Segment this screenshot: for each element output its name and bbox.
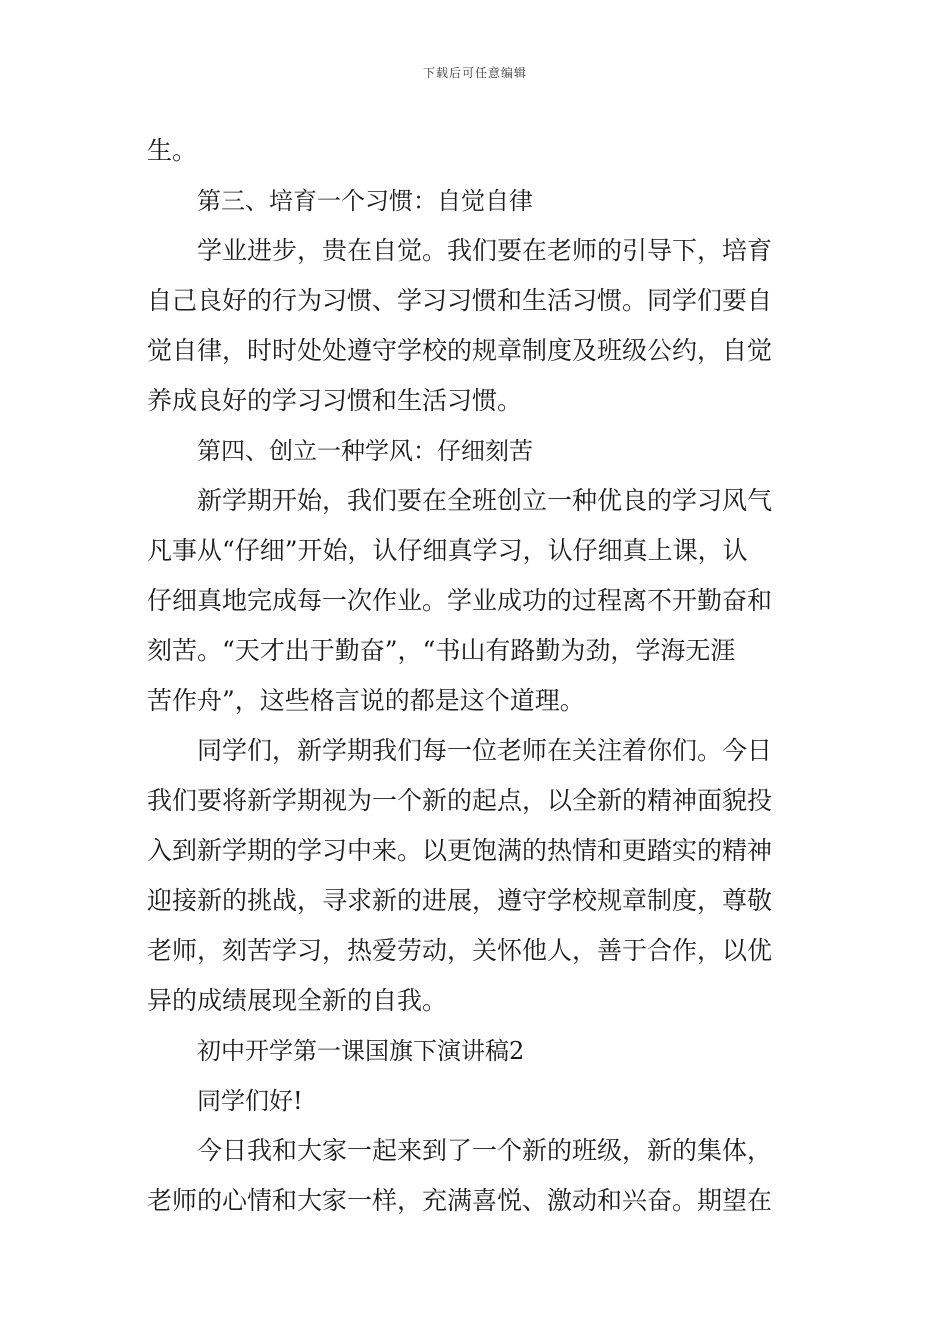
paragraph	[147, 226, 807, 426]
text-line: 新学期开始，我们要在全班创立一种优良的学习风气	[197, 486, 773, 515]
text-line: 仔细真地完成每一次作业。学业成功的过程离不开勤奋和	[147, 586, 773, 615]
text-line: 今日我和大家一起来到了一个新的班级，新的集体，	[197, 1136, 773, 1165]
text-line: 刻苦。“天才出于勤奋”，“书山有路勤为劲，学海无涯	[147, 636, 736, 665]
text-line: 凡事从“仔细”开始，认仔细真学习，认仔细真上课，认	[147, 536, 748, 565]
paragraph	[147, 126, 807, 176]
page-header: 下载后可任意编辑	[422, 66, 527, 80]
text-line: 老师，刻苦学习，热爱劳动，关怀他人，善于合作，以优	[147, 936, 773, 965]
text-line: 觉自律，时时处处遵守学校的规章制度及班级公约，自觉	[147, 336, 773, 365]
text-line: 自己良好的行为习惯、学习习惯和生活习惯。同学们要自	[147, 286, 773, 315]
section-heading	[147, 1076, 807, 1126]
document-body	[147, 126, 807, 1226]
section-heading	[147, 176, 807, 226]
text-line: 生。	[147, 136, 198, 165]
text-line: 同学们好!	[197, 1087, 303, 1115]
section-heading	[147, 426, 807, 476]
text-line: 迎接新的挑战，寻求新的进展，遵守学校规章制度，尊敬	[147, 886, 773, 915]
text-line: 初中开学第一课国旗下演讲稿2	[197, 1037, 525, 1065]
text-line: 老师的心情和大家一样，充满喜悦、激动和兴奋。期望在	[147, 1186, 773, 1215]
text-line: 同学们，新学期我们每一位老师在关注着你们。今日	[197, 736, 773, 765]
paragraph	[147, 476, 807, 726]
section-heading	[147, 1026, 807, 1076]
text-line: 学业进步，贵在自觉。我们要在老师的引导下，培育	[197, 236, 773, 265]
text-line: 苦作舟”，这些格言说的都是这个道理。	[147, 686, 585, 715]
paragraph	[147, 1126, 807, 1226]
text-line: 第三、培育一个习惯：自觉自律	[197, 187, 533, 215]
text-line: 第四、创立一种学风：仔细刻苦	[197, 437, 533, 465]
text-line: 养成良好的学习习惯和生活习惯。	[147, 386, 523, 415]
text-line: 我们要将新学期视为一个新的起点，以全新的精神面貌投	[147, 786, 773, 815]
text-line: 入到新学期的学习中来。以更饱满的热情和更踏实的精神	[147, 836, 773, 865]
paragraph	[147, 726, 807, 1026]
text-line: 异的成绩展现全新的自我。	[147, 986, 448, 1015]
